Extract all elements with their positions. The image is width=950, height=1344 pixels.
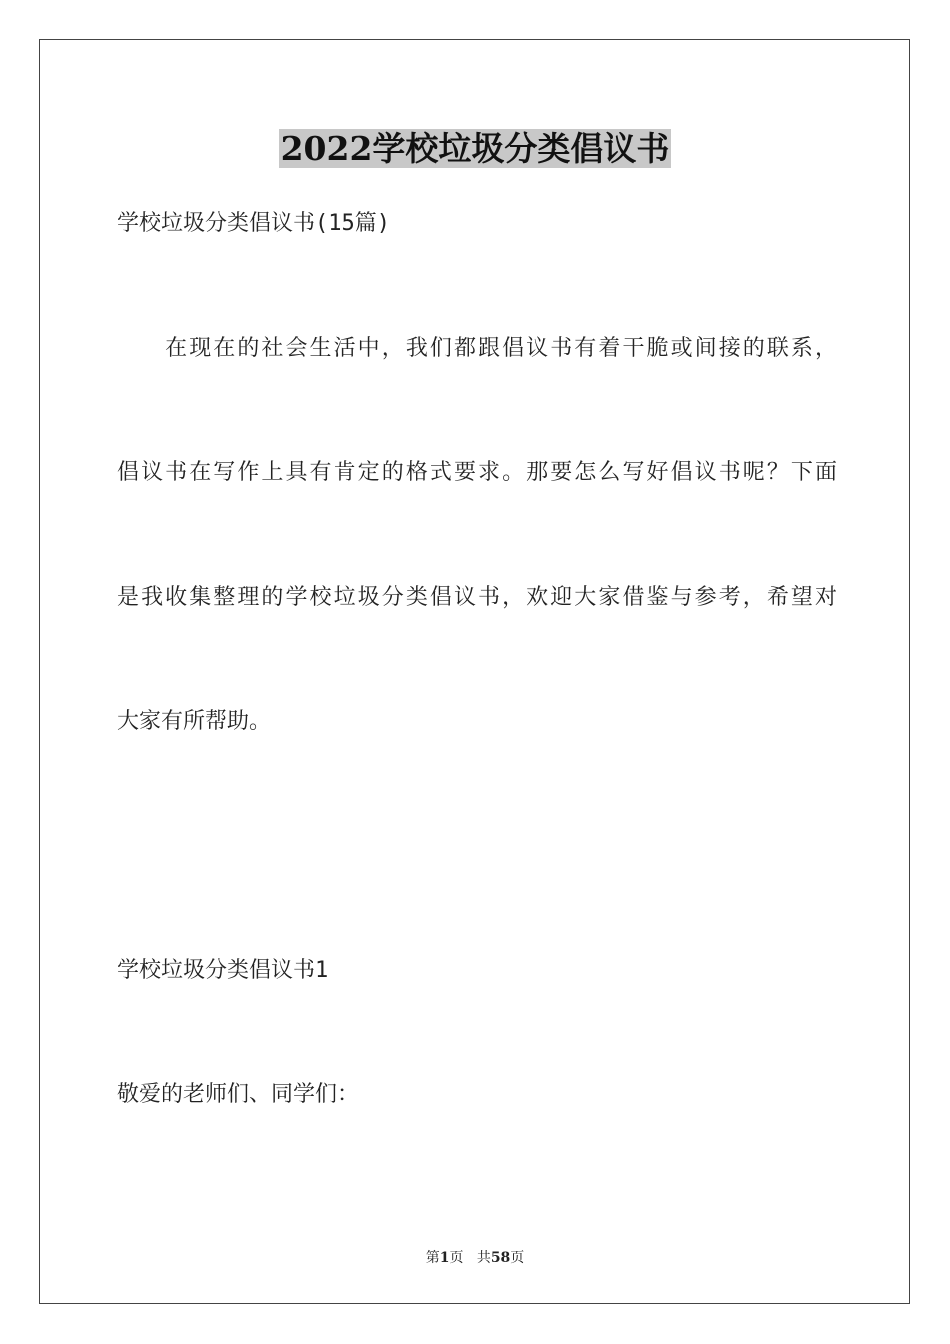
document-title <box>0 126 950 172</box>
footer-total-prefix: 共 <box>476 1250 491 1266</box>
footer-total-pages: 58 <box>490 1250 511 1266</box>
intro-line-2: 倡议书在写作上具有肯定的格式要求。那要怎么写好倡议书呢？下面 <box>117 460 837 485</box>
footer-page-prefix: 第 <box>425 1250 440 1266</box>
document-title-text: 2022学校垃圾分类倡议书 <box>280 129 670 168</box>
footer-page-suffix: 页 <box>449 1250 464 1266</box>
page-footer <box>0 1247 950 1267</box>
intro-line-1: 在现在的社会生活中，我们都跟倡议书有着干脆或间接的联系， <box>117 336 837 361</box>
intro-line-4: 大家有所帮助。 <box>117 709 272 734</box>
section-heading: 学校垃圾分类倡议书1 <box>117 958 329 983</box>
document-subtitle: 学校垃圾分类倡议书(15篇) <box>117 211 390 236</box>
intro-line-3: 是我收集整理的学校垃圾分类倡议书，欢迎大家借鉴与参考，希望对 <box>117 585 837 610</box>
footer-total-suffix: 页 <box>510 1250 525 1266</box>
salutation: 敬爱的老师们、同学们： <box>117 1082 360 1107</box>
footer-page-number: 1 <box>439 1250 450 1266</box>
